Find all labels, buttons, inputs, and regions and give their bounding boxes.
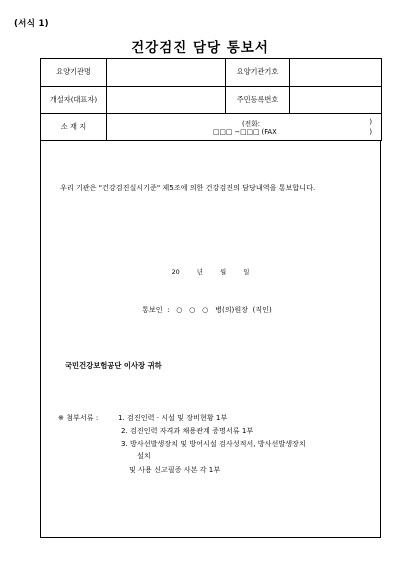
- phone-close: ): [369, 117, 372, 126]
- resident-number-label: 주민등록번호: [226, 86, 290, 114]
- founder-field[interactable]: [107, 86, 226, 114]
- attachment-item-3-line-3: 및 사용 신고필증 사본 각 1부: [129, 465, 221, 474]
- attachment-item-3-line-1: 3. 방사선발생장치 및 방어시설 검사성적서, 방사선발생장치: [121, 439, 306, 448]
- fax-text: □□□ −□□□ (FAX: [213, 127, 277, 136]
- address-field[interactable]: [107, 114, 382, 141]
- fax-close: ): [369, 127, 372, 136]
- table-row: [41, 59, 382, 87]
- resident-number-field[interactable]: [290, 86, 382, 114]
- table-row: [41, 114, 382, 141]
- phone-text: (전화:: [242, 119, 261, 128]
- document-title: 건강검진 담당 통보서: [131, 40, 269, 56]
- intro-text: 우리 기관은 "건강검진실시기준" 제5조에 의한 건강검진의 담당내역을 통보합니다.: [60, 183, 316, 192]
- date-year: 년: [196, 268, 203, 276]
- date-month: 월: [220, 268, 227, 276]
- institution-code-label: 요양기관기호: [226, 59, 290, 87]
- recipient: 국민건강보험공단 이사장 귀하: [65, 361, 162, 370]
- institution-info-table: [40, 58, 382, 141]
- attachment-item-2: 2. 검진인력 자격과 채용관계 증명서류 1부: [121, 426, 254, 435]
- institution-name-label: 요양기관명: [41, 59, 107, 87]
- notifier-line: 통보인 : ○ ○ ○ 병(의)원장 (직인): [142, 305, 272, 314]
- form-number: (서식 1): [14, 19, 49, 29]
- date-line: [41, 267, 380, 276]
- date-year-prefix: 20: [171, 268, 180, 276]
- attachments-prefix: ※ 첨부서류 :: [58, 413, 99, 422]
- attachment-item-3-line-2: 설치: [137, 451, 151, 460]
- institution-code-field[interactable]: [290, 59, 382, 87]
- date-day: 일: [243, 268, 250, 276]
- address-label: 소 재 지: [41, 114, 107, 141]
- notice-body: [40, 141, 381, 538]
- founder-label: 개설자(대표자): [41, 86, 107, 114]
- table-row: [41, 86, 382, 114]
- institution-name-field[interactable]: [107, 59, 226, 87]
- attachment-item-1: 1. 검진인력 · 시설 및 장비현황 1부: [118, 413, 228, 422]
